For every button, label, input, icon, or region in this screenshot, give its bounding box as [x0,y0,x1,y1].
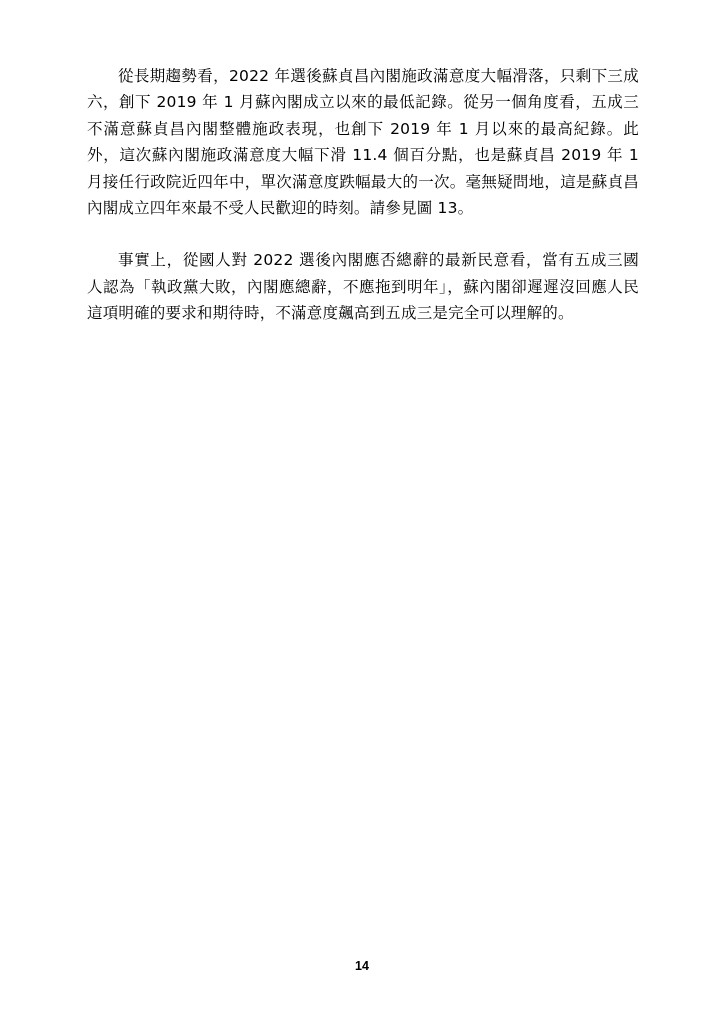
paragraph-resignation: 事實上，從國人對 2022 選後內閣應否總辭的最新民意看，當有五成三國人認為「執政黨大敗，內閣應總辭，不應拖到明年」，蘇內閣卻遲遲沒回應人民這項明確的要求和期待時，不滿意度飆高到五成三是完全可以理解的。 [87,251,639,323]
page-number: 14 [355,959,369,973]
body-text [87,63,639,327]
paragraph-trend: 從長期趨勢看，2022 年選後蘇貞昌內閣施政滿意度大幅滑落，只剩下三成六，創下 2019 年 1 月蘇內閣成立以來的最低記錄。從另一個角度看，五成三不滿意蘇貞昌內閣整體施政表現，也創下 2019 年 1 月以來的最高紀錄。此外，這次蘇內閣施政滿意度大幅下滑 11.4 個百分點，也是蘇貞昌 2019 年 1 月接任行政院近四年中，單次滿意度跌幅最大的一次。毫無疑問地，這是蘇貞昌內閣成立四年來最不受人民歡迎的時刻。請參見圖 13。 [87,67,639,218]
